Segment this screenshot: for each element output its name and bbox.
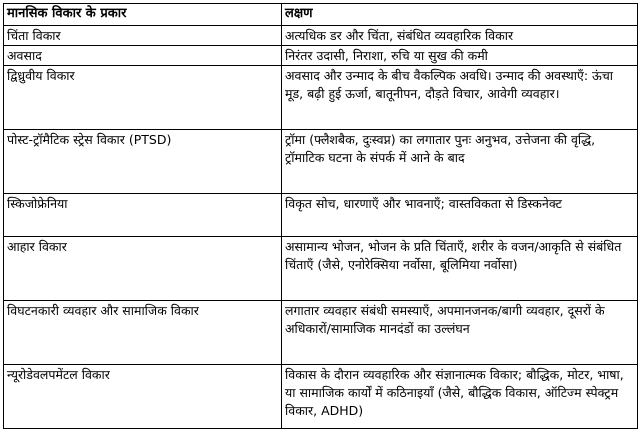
- header-symptoms: लक्षण: [282, 4, 638, 26]
- document-page: [3, 3, 638, 429]
- table-row: [4, 365, 638, 429]
- disorder-type-cell: चिंता विकार: [4, 26, 282, 46]
- symptoms-cell: निरंतर उदासी, निराशा, रुचि या सुख की कमी: [282, 46, 638, 66]
- symptoms-cell: विकृत सोच, धारणाएँ और भावनाएँ; वास्तविकता से डिस्कनेक्ट: [282, 194, 638, 237]
- symptoms-cell: अवसाद और उन्माद के बीच वैकल्पिक अवधि। उन्माद की अवस्थाएँ: ऊंचा मूड, बढ़ी हुई ऊर्जा, बातूनीपन, दौड़ते विचार, आवेगी व्यवहार।: [282, 66, 638, 130]
- table-row: [4, 26, 638, 46]
- symptoms-cell: ट्रॉमा (फ्लैशबैक, दुःस्वप्न) का लगातार पुनः अनुभव, उत्तेजना की वृद्धि, ट्रॉमाटिक घटना के संपर्क में आने के बाद: [282, 130, 638, 194]
- table-row: [4, 237, 638, 301]
- table-header-row: [4, 4, 638, 26]
- disorder-type-cell: विघटनकारी व्यवहार और सामाजिक विकार: [4, 301, 282, 365]
- table-row: [4, 301, 638, 365]
- header-disorder-type: मानसिक विकार के प्रकार: [4, 4, 282, 26]
- symptoms-cell: असामान्य भोजन, भोजन के प्रति चिंताएँ, शरीर के वजन/आकृति से संबंधित चिंताएँ (जैसे, एनोरेक्सिया नर्वोसा, बूलिमिया नर्वोसा): [282, 237, 638, 301]
- table-row: [4, 130, 638, 194]
- disorders-table: [3, 3, 638, 429]
- symptoms-cell: लगातार व्यवहार संबंधी समस्याएँ, अपमानजनक/बागी व्यवहार, दूसरों के अधिकारों/सामाजिक मानदंडों का उल्लंघन: [282, 301, 638, 365]
- table-row: [4, 194, 638, 237]
- symptoms-cell: विकास के दौरान व्यवहारिक और संज्ञानात्मक विकार; बौद्धिक, मोटर, भाषा, या सामाजिक कार्यों में कठिनाइयाँ (जैसे, बौद्धिक विकास, ऑटिज्म स्पेक्ट्रम विकार, ADHD): [282, 365, 638, 429]
- disorder-type-cell: न्यूरोडेवलपमेंटल विकार: [4, 365, 282, 429]
- disorder-type-cell: स्किजोफ्रेनिया: [4, 194, 282, 237]
- disorder-type-cell: अवसाद: [4, 46, 282, 66]
- disorder-type-cell: द्विध्रुवीय विकार: [4, 66, 282, 130]
- symptoms-cell: अत्यधिक डर और चिंता, संबंधित व्यवहारिक विकार: [282, 26, 638, 46]
- disorder-type-cell: आहार विकार: [4, 237, 282, 301]
- table-row: [4, 66, 638, 130]
- table-row: [4, 46, 638, 66]
- disorder-type-cell: पोस्ट-ट्रॉमैटिक स्ट्रेस विकार (PTSD): [4, 130, 282, 194]
